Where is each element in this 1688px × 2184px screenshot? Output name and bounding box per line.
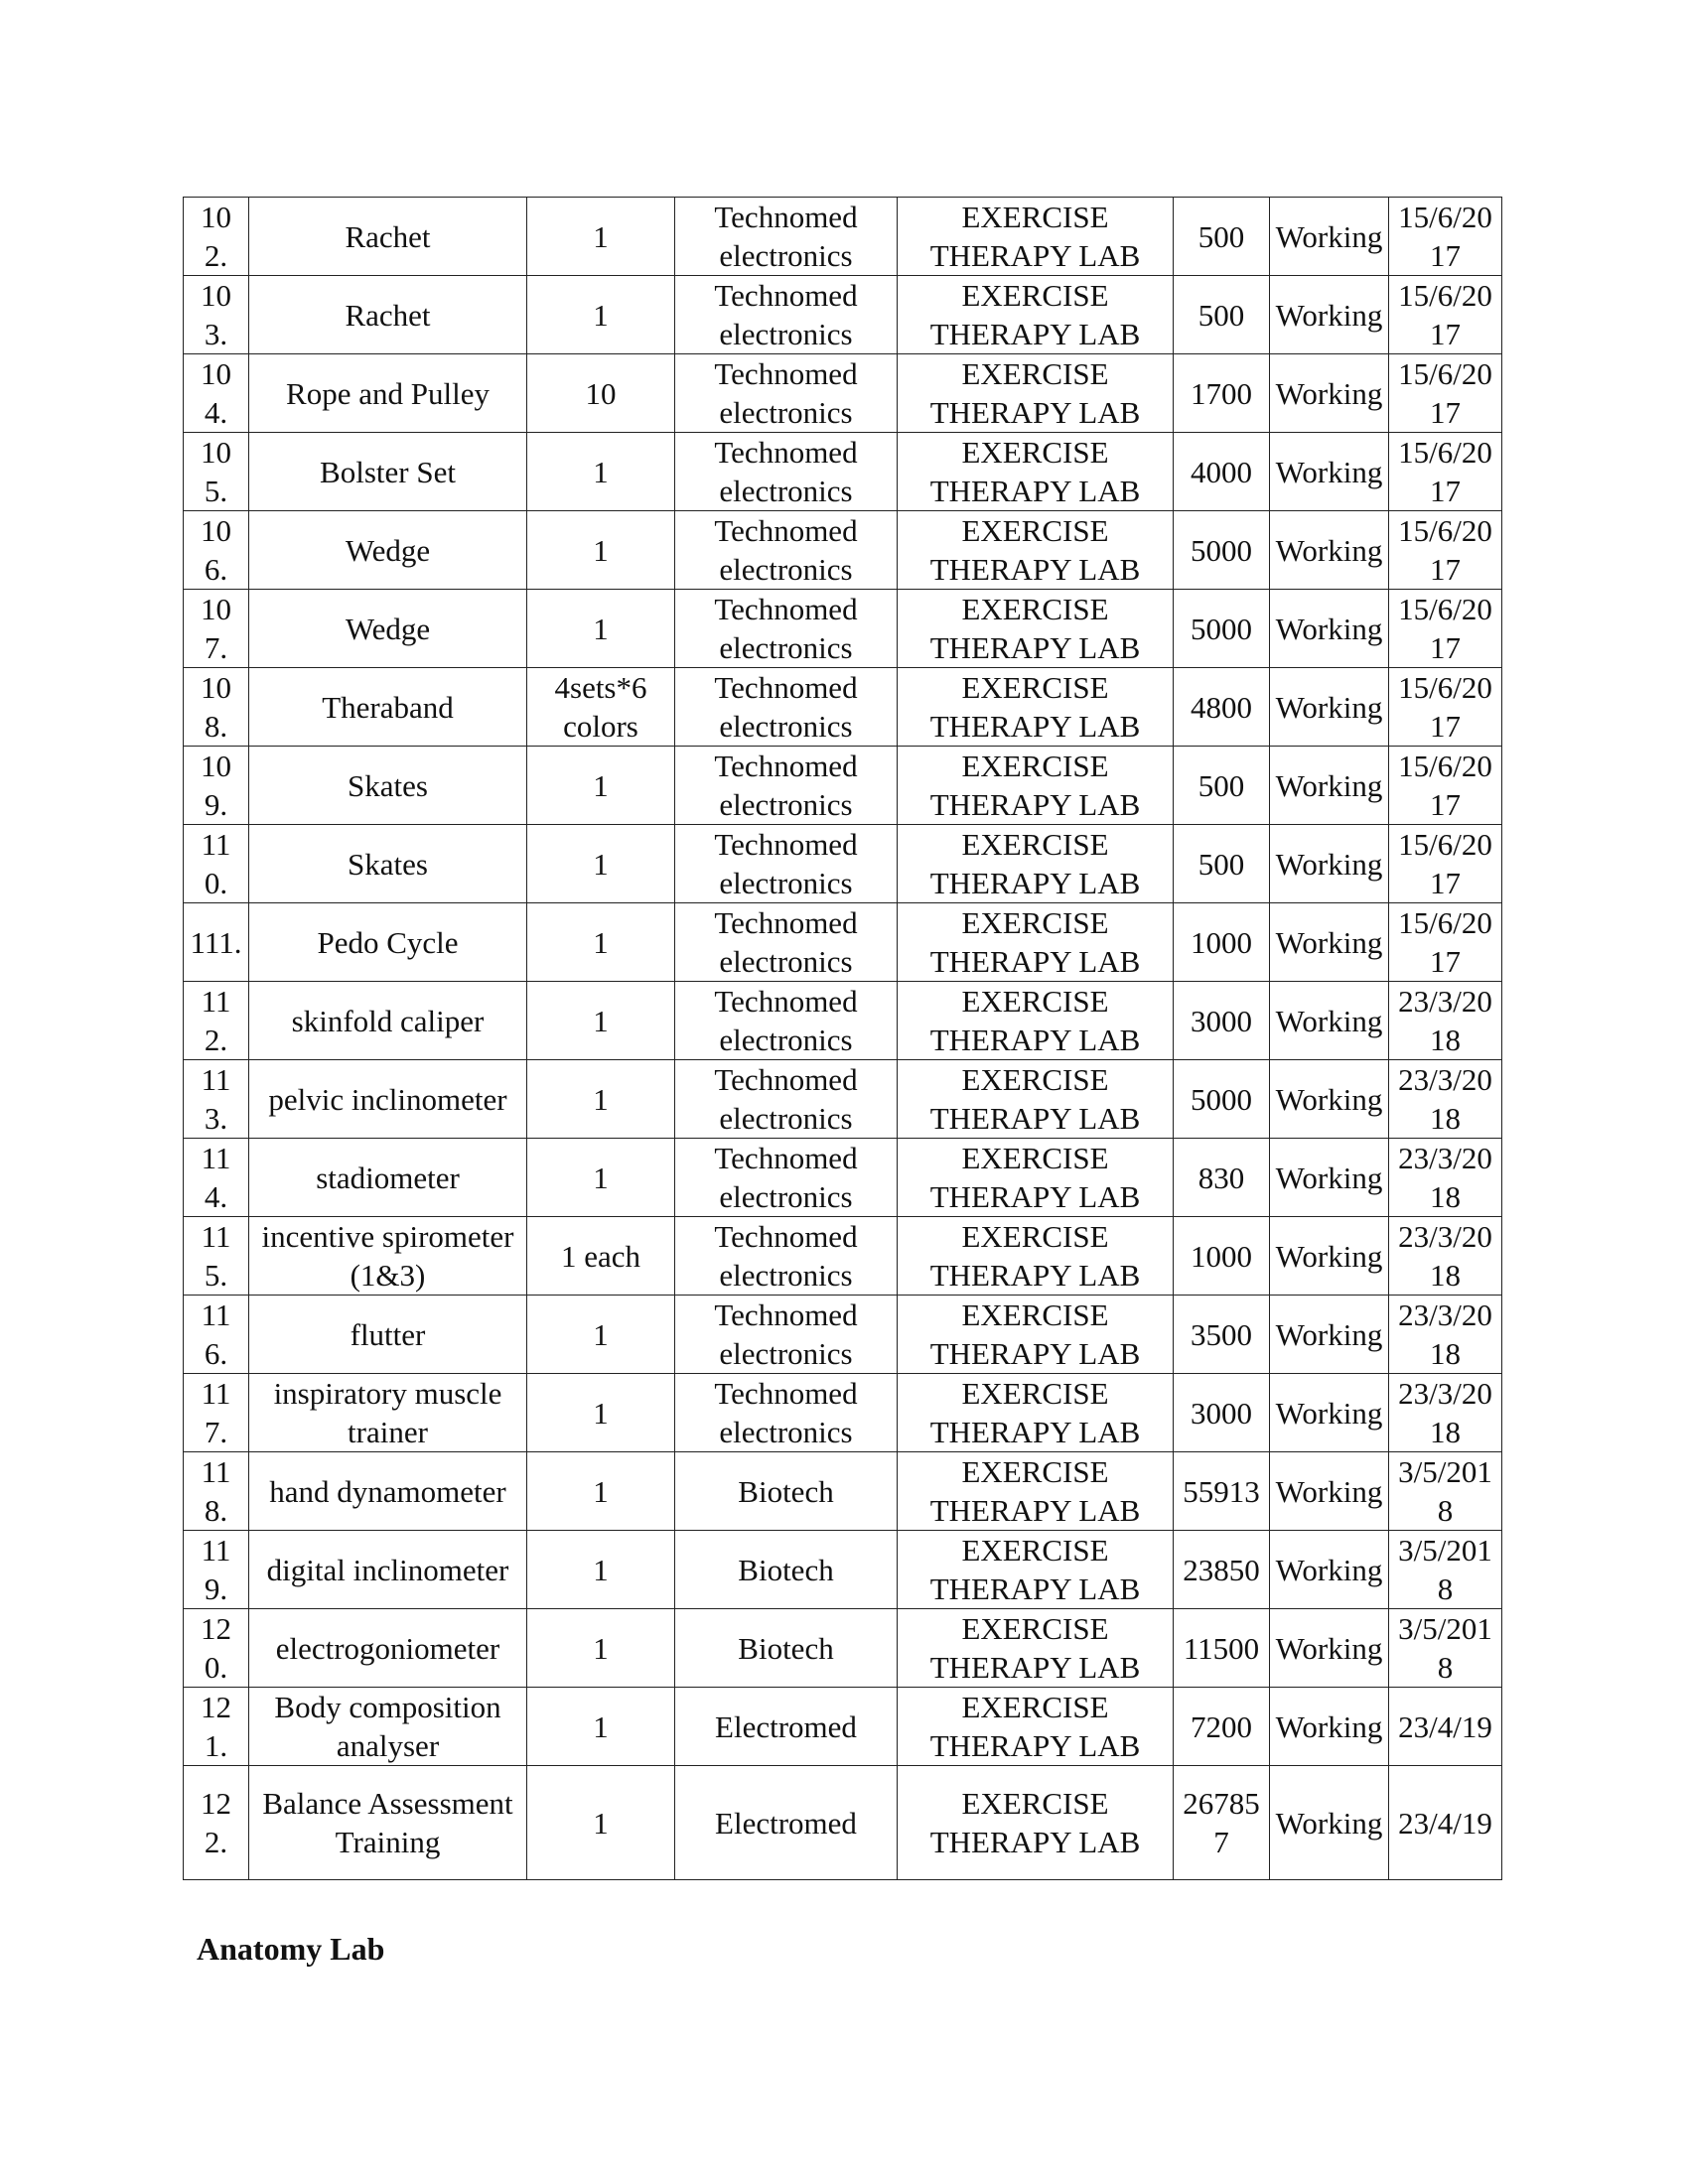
item-name-cell: Skates [249,825,527,903]
date-cell: 23/3/2018 [1389,1060,1502,1139]
quantity-cell: 1 [527,1296,675,1374]
quantity-cell: 1 [527,590,675,668]
status-cell: Working [1270,747,1389,825]
status-cell: Working [1270,1139,1389,1217]
supplier-cell: Technomed electronics [675,825,898,903]
lab-cell: EXERCISE THERAPY LAB [898,1531,1174,1609]
serial-number-cell: 115. [184,1217,249,1296]
date-cell: 15/6/2017 [1389,903,1502,982]
cost-cell: 500 [1174,747,1270,825]
supplier-cell: Technomed electronics [675,354,898,433]
supplier-cell: Technomed electronics [675,1139,898,1217]
item-name-cell: inspiratory muscle trainer [249,1374,527,1452]
status-cell: Working [1270,511,1389,590]
serial-number-cell: 106. [184,511,249,590]
status-cell: Working [1270,1296,1389,1374]
cost-cell: 55913 [1174,1452,1270,1531]
table-row [184,825,1502,903]
table-row [184,1060,1502,1139]
item-name-cell: Balance Assessment Training [249,1766,527,1880]
serial-number-cell: 104. [184,354,249,433]
quantity-cell: 1 [527,511,675,590]
table-row [184,1766,1502,1880]
item-name-cell: hand dynamometer [249,1452,527,1531]
quantity-cell: 1 [527,1766,675,1880]
lab-cell: EXERCISE THERAPY LAB [898,1139,1174,1217]
serial-number-cell: 111. [184,903,249,982]
lab-cell: EXERCISE THERAPY LAB [898,1688,1174,1766]
serial-number-cell: 110. [184,825,249,903]
lab-cell: EXERCISE THERAPY LAB [898,825,1174,903]
date-cell: 15/6/2017 [1389,276,1502,354]
status-cell: Working [1270,354,1389,433]
lab-cell: EXERCISE THERAPY LAB [898,982,1174,1060]
status-cell: Working [1270,1452,1389,1531]
serial-number-cell: 107. [184,590,249,668]
table-row [184,1139,1502,1217]
table-row [184,276,1502,354]
quantity-cell: 1 [527,1060,675,1139]
serial-number-cell: 112. [184,982,249,1060]
supplier-cell: Biotech [675,1609,898,1688]
cost-cell: 7200 [1174,1688,1270,1766]
quantity-cell: 1 [527,1374,675,1452]
lab-cell: EXERCISE THERAPY LAB [898,276,1174,354]
lab-cell: EXERCISE THERAPY LAB [898,1609,1174,1688]
serial-number-cell: 120. [184,1609,249,1688]
status-cell: Working [1270,198,1389,276]
table-row [184,1217,1502,1296]
item-name-cell: flutter [249,1296,527,1374]
item-name-cell: Theraband [249,668,527,747]
table-row [184,1609,1502,1688]
table-row [184,1688,1502,1766]
item-name-cell: skinfold caliper [249,982,527,1060]
item-name-cell: Rachet [249,276,527,354]
serial-number-cell: 118. [184,1452,249,1531]
table-row [184,982,1502,1060]
supplier-cell: Technomed electronics [675,433,898,511]
status-cell: Working [1270,1766,1389,1880]
status-cell: Working [1270,982,1389,1060]
quantity-cell: 1 [527,198,675,276]
table-row [184,1296,1502,1374]
cost-cell: 11500 [1174,1609,1270,1688]
date-cell: 15/6/2017 [1389,590,1502,668]
cost-cell: 5000 [1174,590,1270,668]
status-cell: Working [1270,825,1389,903]
serial-number-cell: 121. [184,1688,249,1766]
cost-cell: 500 [1174,825,1270,903]
date-cell: 15/6/2017 [1389,511,1502,590]
cost-cell: 1700 [1174,354,1270,433]
serial-number-cell: 114. [184,1139,249,1217]
cost-cell: 1000 [1174,1217,1270,1296]
serial-number-cell: 109. [184,747,249,825]
supplier-cell: Technomed electronics [675,590,898,668]
lab-cell: EXERCISE THERAPY LAB [898,1060,1174,1139]
quantity-cell: 1 [527,433,675,511]
date-cell: 23/3/2018 [1389,1139,1502,1217]
supplier-cell: Technomed electronics [675,1217,898,1296]
item-name-cell: stadiometer [249,1139,527,1217]
table-row [184,354,1502,433]
supplier-cell: Electromed [675,1688,898,1766]
serial-number-cell: 113. [184,1060,249,1139]
date-cell: 15/6/2017 [1389,747,1502,825]
item-name-cell: digital inclinometer [249,1531,527,1609]
cost-cell: 500 [1174,198,1270,276]
serial-number-cell: 103. [184,276,249,354]
cost-cell: 3500 [1174,1296,1270,1374]
supplier-cell: Biotech [675,1452,898,1531]
supplier-cell: Technomed electronics [675,276,898,354]
date-cell: 23/3/2018 [1389,982,1502,1060]
cost-cell: 1000 [1174,903,1270,982]
quantity-cell: 1 [527,276,675,354]
status-cell: Working [1270,668,1389,747]
item-name-cell: Body composition analyser [249,1688,527,1766]
lab-cell: EXERCISE THERAPY LAB [898,590,1174,668]
item-name-cell: Wedge [249,590,527,668]
item-name-cell: Rachet [249,198,527,276]
table-body [184,198,1502,1880]
quantity-cell: 10 [527,354,675,433]
date-cell: 15/6/2017 [1389,433,1502,511]
date-cell: 15/6/2017 [1389,198,1502,276]
status-cell: Working [1270,903,1389,982]
serial-number-cell: 108. [184,668,249,747]
supplier-cell: Technomed electronics [675,198,898,276]
table-row [184,433,1502,511]
quantity-cell: 1 each [527,1217,675,1296]
date-cell: 23/3/2018 [1389,1374,1502,1452]
table-row [184,1531,1502,1609]
item-name-cell: electrogoniometer [249,1609,527,1688]
status-cell: Working [1270,276,1389,354]
quantity-cell: 1 [527,903,675,982]
section-heading: Anatomy Lab [197,1931,385,1967]
supplier-cell: Technomed electronics [675,1060,898,1139]
serial-number-cell: 102. [184,198,249,276]
item-name-cell: pelvic inclinometer [249,1060,527,1139]
table-row [184,198,1502,276]
serial-number-cell: 105. [184,433,249,511]
date-cell: 15/6/2017 [1389,825,1502,903]
date-cell: 3/5/2018 [1389,1452,1502,1531]
status-cell: Working [1270,433,1389,511]
status-cell: Working [1270,1609,1389,1688]
date-cell: 15/6/2017 [1389,668,1502,747]
status-cell: Working [1270,1688,1389,1766]
supplier-cell: Technomed electronics [675,668,898,747]
serial-number-cell: 117. [184,1374,249,1452]
lab-cell: EXERCISE THERAPY LAB [898,1452,1174,1531]
supplier-cell: Technomed electronics [675,1374,898,1452]
cost-cell: 23850 [1174,1531,1270,1609]
quantity-cell: 1 [527,982,675,1060]
lab-cell: EXERCISE THERAPY LAB [898,668,1174,747]
date-cell: 15/6/2017 [1389,354,1502,433]
status-cell: Working [1270,590,1389,668]
date-cell: 23/3/2018 [1389,1296,1502,1374]
supplier-cell: Technomed electronics [675,982,898,1060]
item-name-cell: Bolster Set [249,433,527,511]
date-cell: 23/3/2018 [1389,1217,1502,1296]
equipment-table [183,197,1502,1880]
quantity-cell: 4sets*6 colors [527,668,675,747]
cost-cell: 267857 [1174,1766,1270,1880]
serial-number-cell: 122. [184,1766,249,1880]
status-cell: Working [1270,1217,1389,1296]
supplier-cell: Technomed electronics [675,1296,898,1374]
quantity-cell: 1 [527,1609,675,1688]
quantity-cell: 1 [527,747,675,825]
cost-cell: 4800 [1174,668,1270,747]
supplier-cell: Technomed electronics [675,747,898,825]
quantity-cell: 1 [527,825,675,903]
table-row [184,1374,1502,1452]
lab-cell: EXERCISE THERAPY LAB [898,1217,1174,1296]
table-row [184,668,1502,747]
cost-cell: 830 [1174,1139,1270,1217]
status-cell: Working [1270,1374,1389,1452]
lab-cell: EXERCISE THERAPY LAB [898,903,1174,982]
lab-cell: EXERCISE THERAPY LAB [898,747,1174,825]
quantity-cell: 1 [527,1531,675,1609]
lab-cell: EXERCISE THERAPY LAB [898,1374,1174,1452]
supplier-cell: Electromed [675,1766,898,1880]
lab-cell: EXERCISE THERAPY LAB [898,1766,1174,1880]
item-name-cell: Pedo Cycle [249,903,527,982]
item-name-cell: Rope and Pulley [249,354,527,433]
quantity-cell: 1 [527,1139,675,1217]
supplier-cell: Biotech [675,1531,898,1609]
cost-cell: 5000 [1174,1060,1270,1139]
cost-cell: 3000 [1174,982,1270,1060]
table-row [184,511,1502,590]
date-cell: 3/5/2018 [1389,1531,1502,1609]
cost-cell: 3000 [1174,1374,1270,1452]
cost-cell: 4000 [1174,433,1270,511]
lab-cell: EXERCISE THERAPY LAB [898,433,1174,511]
lab-cell: EXERCISE THERAPY LAB [898,511,1174,590]
lab-cell: EXERCISE THERAPY LAB [898,354,1174,433]
item-name-cell: Wedge [249,511,527,590]
date-cell: 23/4/19 [1389,1766,1502,1880]
lab-cell: EXERCISE THERAPY LAB [898,1296,1174,1374]
serial-number-cell: 119. [184,1531,249,1609]
quantity-cell: 1 [527,1452,675,1531]
status-cell: Working [1270,1060,1389,1139]
item-name-cell: Skates [249,747,527,825]
cost-cell: 500 [1174,276,1270,354]
table-row [184,590,1502,668]
status-cell: Working [1270,1531,1389,1609]
cost-cell: 5000 [1174,511,1270,590]
table-row [184,747,1502,825]
supplier-cell: Technomed electronics [675,511,898,590]
table-row [184,1452,1502,1531]
date-cell: 3/5/2018 [1389,1609,1502,1688]
serial-number-cell: 116. [184,1296,249,1374]
item-name-cell: incentive spirometer (1&3) [249,1217,527,1296]
lab-cell: EXERCISE THERAPY LAB [898,198,1174,276]
date-cell: 23/4/19 [1389,1688,1502,1766]
quantity-cell: 1 [527,1688,675,1766]
supplier-cell: Technomed electronics [675,903,898,982]
table-row [184,903,1502,982]
